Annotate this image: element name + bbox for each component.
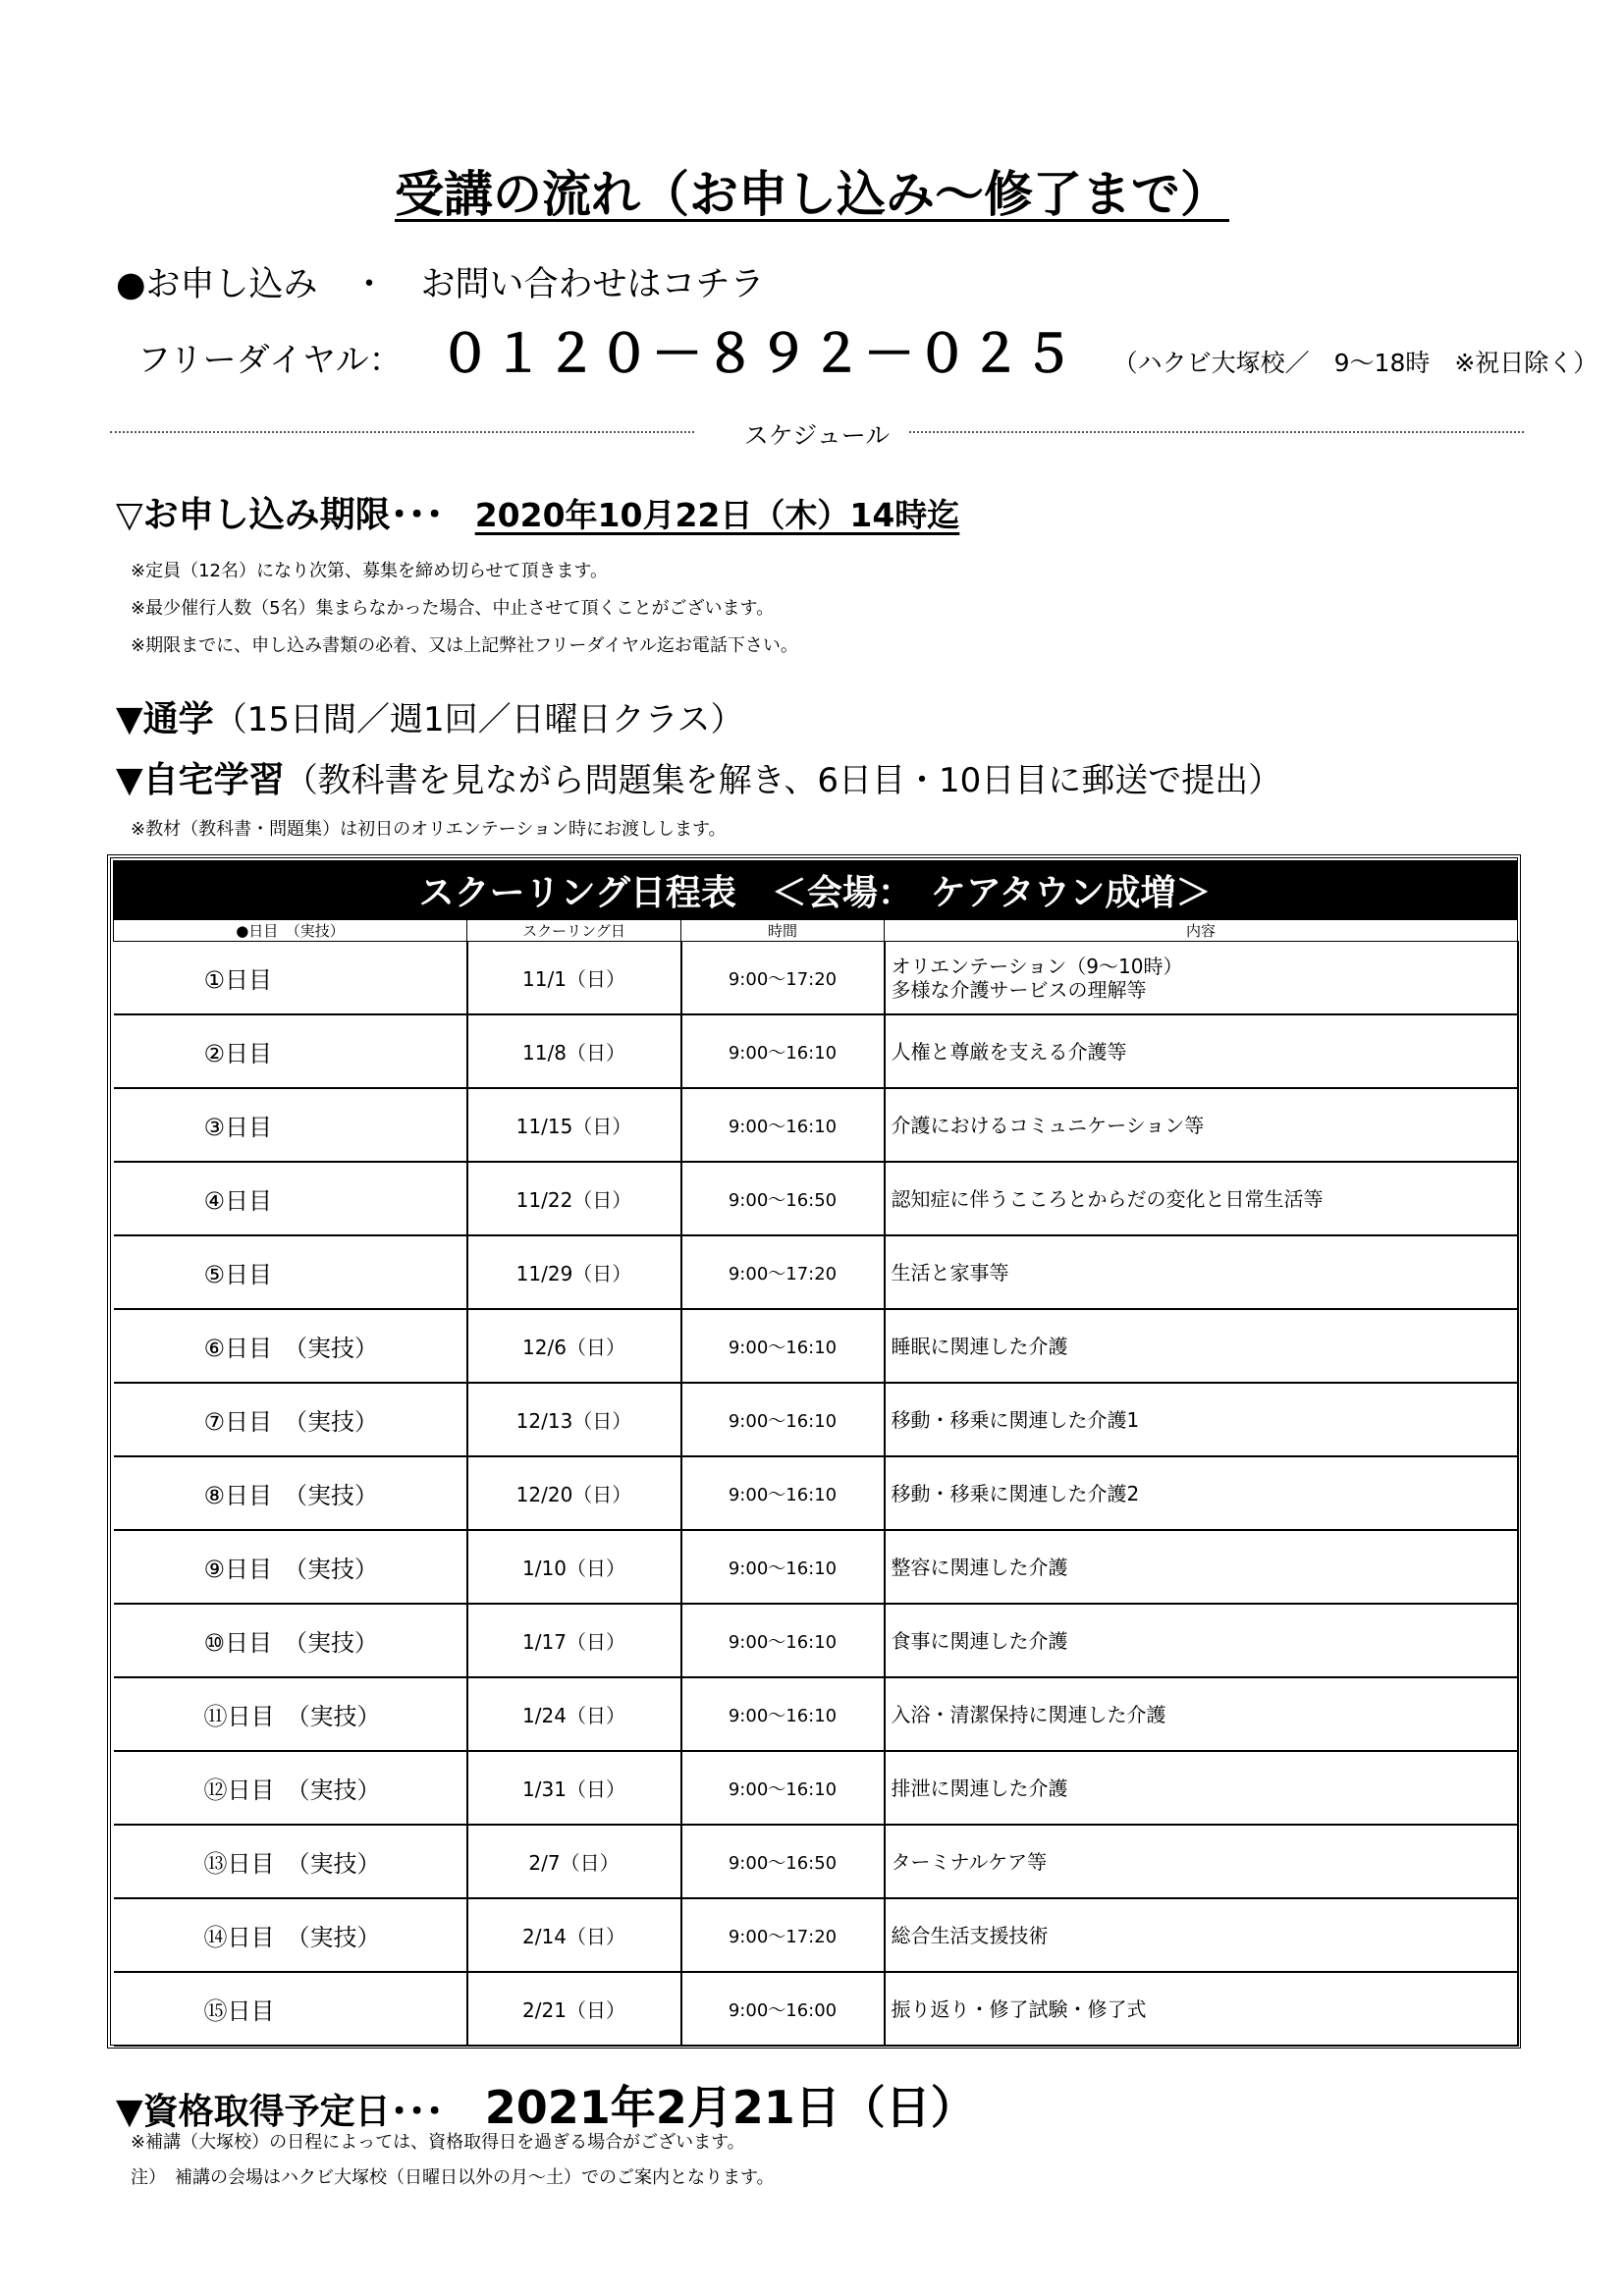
deadline-note: ※期限までに、申し込み書類の必着、又は上記弊社フリーダイヤル迄お電話下さい。: [131, 635, 798, 656]
schedule-content: [885, 1014, 1518, 1088]
schedule-date: 2/21（日）: [467, 1972, 681, 2046]
table-row: [114, 1604, 1518, 1677]
schedule-content-line: 振り返り・修了試験・修了式: [891, 1996, 1147, 2021]
schedule-content-line: 睡眠に関連した介護: [891, 1334, 1068, 1358]
schedule-content: [885, 1162, 1518, 1235]
schedule-content-line: 総合生活支援技術: [891, 1923, 1049, 1947]
schedule-divider: [110, 416, 1524, 450]
table-row: [114, 1530, 1518, 1604]
schedule-time: 9:00～16:50: [681, 1825, 885, 1898]
schedule-content-line: 入浴・清潔保持に関連した介護: [891, 1702, 1166, 1726]
schedule-date: 11/1（日）: [467, 942, 681, 1015]
schedule-content: [885, 1456, 1518, 1530]
table-row: [114, 1235, 1518, 1309]
schedule-day: ⑧日目 （実技）: [114, 1456, 467, 1530]
schedule-date: 1/24（日）: [467, 1677, 681, 1751]
page-title: 受講の流れ（お申し込み～修了まで）: [395, 166, 1229, 223]
table-row: [114, 942, 1518, 1015]
phone-note: （ハクビ大塚校／ 9～18時 ※祝日除く）: [1112, 349, 1598, 377]
schedule-content-line: ターミナルケア等: [891, 1849, 1048, 1874]
schedule-date: 12/13（日）: [467, 1383, 681, 1456]
table-row: [114, 1014, 1518, 1088]
schedule-day: ⑤日目: [114, 1235, 467, 1309]
schedule-content: [885, 1677, 1518, 1751]
certification-note: 注） 補講の会場はハクビ大塚校（日曜日以外の月～土）でのご案内となります。: [131, 2167, 775, 2188]
schedule-day: ④日目: [114, 1162, 467, 1235]
schedule-content: [885, 1751, 1518, 1825]
schedule-content-line: 整容に関連した介護: [891, 1555, 1068, 1579]
commute-detail: （15日間／週1回／日曜日クラス）: [213, 700, 744, 739]
schedule-date: 12/6（日）: [467, 1309, 681, 1383]
schedule-day: ⑫日目 （実技）: [114, 1751, 467, 1825]
schedule-day: ⑩日目 （実技）: [114, 1604, 467, 1677]
schedule-day: ②日目: [114, 1014, 467, 1088]
schedule-content: [885, 1825, 1518, 1898]
schedule-day: ⑬日目 （実技）: [114, 1825, 467, 1898]
deadline-row: [116, 487, 959, 537]
schedule-time: 9:00～16:10: [681, 1751, 885, 1825]
table-row: [114, 1088, 1518, 1162]
schedule-content: [885, 1235, 1518, 1309]
schedule-content: [885, 1530, 1518, 1604]
schedule-date: 1/31（日）: [467, 1751, 681, 1825]
schedule-time: 9:00～16:10: [681, 1677, 885, 1751]
phone-label: フリーダイヤル：: [137, 341, 403, 380]
commute-label: ▼通学: [116, 699, 214, 739]
schedule-content-line: 生活と家事等: [891, 1260, 1009, 1285]
schedule-date: 2/7（日）: [467, 1825, 681, 1898]
schedule-time: 9:00～16:10: [681, 1309, 885, 1383]
schedule-day: ⑨日目 （実技）: [114, 1530, 467, 1604]
phone-number[interactable]: ０１２０－８９２－０２５: [439, 325, 1076, 384]
schedule-content: [885, 1383, 1518, 1456]
schedule-time: 9:00～16:10: [681, 1456, 885, 1530]
schedule-date: 1/10（日）: [467, 1530, 681, 1604]
schedule-time: 9:00～16:10: [681, 1383, 885, 1456]
schedule-content-line: 認知症に伴うこころとからだの変化と日常生活等: [891, 1186, 1324, 1211]
schedule-header-row: [114, 920, 1518, 942]
schedule-content: [885, 1898, 1518, 1972]
schedule-date: 12/20（日）: [467, 1456, 681, 1530]
deadline-label: ▽お申し込み期限･･･: [116, 495, 444, 535]
schedule-time: 9:00～17:20: [681, 942, 885, 1015]
schedule-date: 11/15（日）: [467, 1088, 681, 1162]
schedule-content-line: 人権と尊厳を支える介護等: [891, 1039, 1127, 1064]
schedule-time: 9:00～16:10: [681, 1604, 885, 1677]
schedule-day: ③日目: [114, 1088, 467, 1162]
schedule-content: [885, 1088, 1518, 1162]
schedule-time: 9:00～16:50: [681, 1162, 885, 1235]
schedule-time: 9:00～16:10: [681, 1014, 885, 1088]
table-row: [114, 1383, 1518, 1456]
schedule-table: [113, 919, 1519, 2047]
schedule-title: スクーリング日程表 ＜会場： ケアタウン成増＞: [113, 860, 1517, 919]
home-study-note: ※教材（教科書・問題集）は初日のオリエンテーション時にお渡しします。: [131, 819, 727, 840]
schedule-time: 9:00～16:10: [681, 1530, 885, 1604]
schedule-day: ⑭日目 （実技）: [114, 1898, 467, 1972]
schedule-day: ⑮日目: [114, 1972, 467, 2046]
deadline-date: 2020年10月22日（木）14時迄: [474, 496, 960, 534]
schedule-day: ⑦日目 （実技）: [114, 1383, 467, 1456]
schedule-date: 11/22（日）: [467, 1162, 681, 1235]
table-row: [114, 1751, 1518, 1825]
home-study-heading: [116, 752, 1281, 802]
schedule-content-line: 食事に関連した介護: [891, 1628, 1068, 1653]
header-date: スクーリング日: [467, 920, 681, 942]
contact-heading: ●お申し込み ・ お問い合わせはコチラ: [116, 265, 765, 304]
schedule-date: 11/8（日）: [467, 1014, 681, 1088]
schedule-day: ⑪日目 （実技）: [114, 1677, 467, 1751]
header-content: 内容: [885, 920, 1518, 942]
schedule-content-line: 排泄に関連した介護: [891, 1776, 1068, 1800]
schedule-time: 9:00～16:10: [681, 1088, 885, 1162]
certification-note: ※補講（大塚校）の日程によっては、資格取得日を過ぎる場合がございます。: [131, 2132, 745, 2153]
table-row: [114, 1456, 1518, 1530]
schedule-content-line: オリエンテーション（9～10時）: [891, 954, 1183, 978]
schedule-time: 9:00～17:20: [681, 1898, 885, 1972]
table-row: [114, 1825, 1518, 1898]
schedule-content-line: 移動・移乗に関連した介護2: [891, 1481, 1140, 1505]
certification-date: 2021年2月21日（日）: [484, 2081, 976, 2134]
divider-label: スケジュール: [727, 421, 908, 450]
schedule-date: 2/14（日）: [467, 1898, 681, 1972]
phone-row: [137, 312, 1598, 384]
header-time: 時間: [681, 920, 885, 942]
schedule-content-line: 介護におけるコミュニケーション等: [891, 1113, 1205, 1137]
schedule-time: 9:00～16:00: [681, 1972, 885, 2046]
schedule-content: [885, 1309, 1518, 1383]
schedule-content-line: 移動・移乗に関連した介護1: [891, 1407, 1140, 1432]
deadline-note: ※定員（12名）になり次第、募集を締め切らせて頂きます。: [131, 561, 609, 581]
table-row: [114, 1972, 1518, 2046]
schedule-content: [885, 1972, 1518, 2046]
table-row: [114, 1309, 1518, 1383]
home-study-detail: （教科書を見ながら問題集を解き、6日目・10日目に郵送で提出）: [284, 761, 1282, 800]
schedule-date: 1/17（日）: [467, 1604, 681, 1677]
table-row: [114, 1677, 1518, 1751]
commute-heading: [116, 691, 744, 741]
schedule-time: 9:00～17:20: [681, 1235, 885, 1309]
certification-label: ▼資格取得予定日･･･: [116, 2092, 444, 2132]
schedule-content: [885, 1604, 1518, 1677]
deadline-note: ※最少催行人数（5名）集まらなかった場合、中止させて頂くことがございます。: [131, 598, 775, 619]
header-day: ●日目 （実技）: [114, 920, 467, 942]
schedule-content-line: 多様な介護サービスの理解等: [891, 977, 1147, 1002]
schedule-day: ⑥日目 （実技）: [114, 1309, 467, 1383]
schedule-date: 11/29（日）: [467, 1235, 681, 1309]
table-row: [114, 1898, 1518, 1972]
table-row: [114, 1162, 1518, 1235]
schedule-day: ①日目: [114, 942, 467, 1015]
home-study-label: ▼自宅学習: [116, 760, 285, 800]
schedule-content: [885, 942, 1518, 1015]
